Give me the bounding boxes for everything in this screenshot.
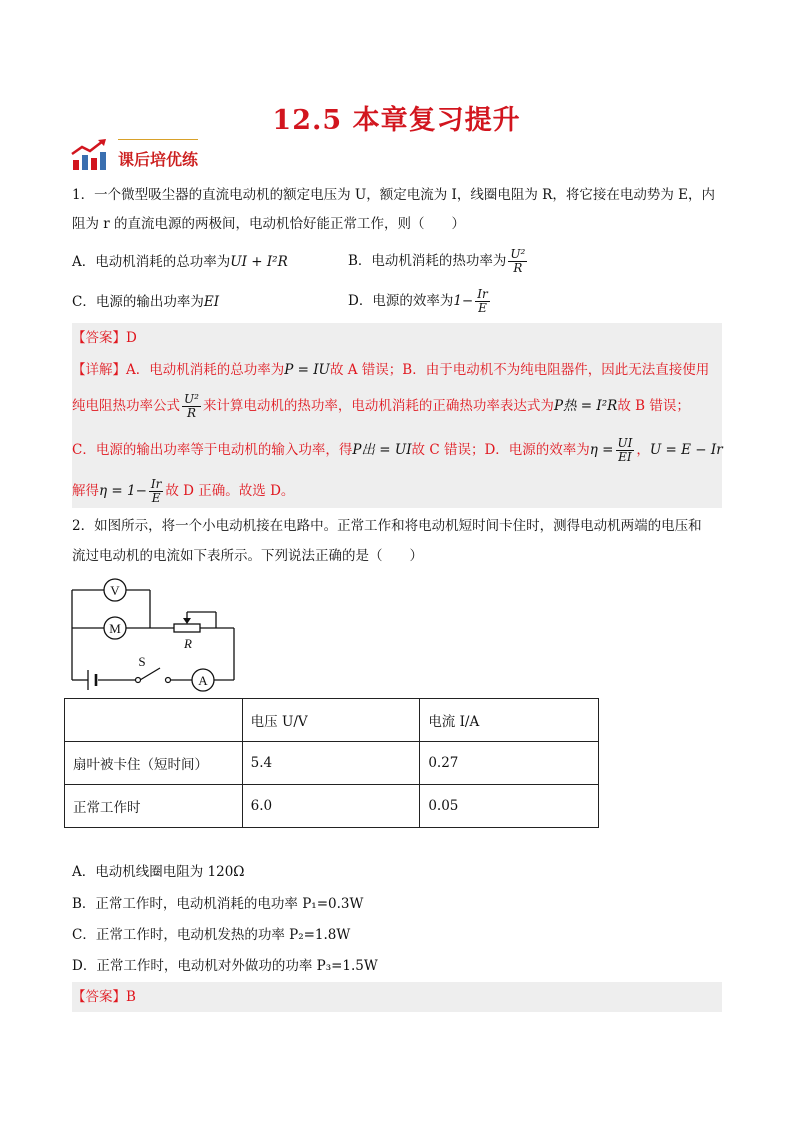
fraction-denominator: E — [151, 491, 161, 505]
detail-text: 【详解】A．电动机消耗的总功率为 — [72, 362, 285, 378]
circuit-diagram — [66, 578, 246, 694]
rheostat-symbol — [174, 624, 200, 632]
table-header-cell — [65, 699, 243, 742]
detail-text: 纯电阻热功率公式 — [72, 398, 180, 414]
detail-fraction — [149, 478, 163, 505]
q1-option-b — [348, 243, 529, 279]
switch-label: S — [138, 654, 146, 669]
detail-text: ， — [636, 442, 650, 458]
table-cell: 扇叶被卡住（短时间） — [65, 742, 243, 785]
detail-formula: P出 = UI — [352, 442, 412, 458]
q1-detail-line3 — [72, 432, 723, 468]
q1-stem-line2: 阻为 r 的直流电源的两极间，电动机恰好能正常工作，则（ ） — [72, 216, 466, 232]
rheostat-label: R — [184, 636, 192, 651]
q2-answer-panel — [72, 982, 722, 1012]
q1-detail-line2 — [72, 388, 690, 424]
detail-text: 故 D 正确。故选 D。 — [165, 483, 295, 499]
q1-stem-line1: 1．一个微型吸尘器的直流电动机的额定电压为 U，额定电流为 I，线圈电阻为 R，将它接在电动势为 E，内 — [72, 187, 715, 203]
q2-answer: 【答案】B — [72, 989, 136, 1005]
q2-stem-line1: 2．如图所示，将一个小电动机接在电路中。正常工作和将电动机短时间卡住时，测得电动机两端的电压和 — [72, 518, 702, 534]
table-header-cell: 电流 I/A — [420, 699, 599, 742]
detail-fraction — [182, 393, 201, 420]
q2-stem-line2: 流过电动机的电流如下表所示。下列说法正确的是（ ） — [72, 548, 423, 564]
q1-answer: 【答案】D — [72, 330, 137, 346]
fraction-denominator: R — [186, 406, 196, 420]
detail-formula: P热 = I²R — [553, 398, 618, 414]
measurement-table — [64, 698, 599, 828]
motor-label: M — [109, 621, 121, 636]
q1-detail-line4 — [72, 473, 294, 509]
detail-formula: P = IU — [284, 362, 330, 378]
detail-text: 解得 — [72, 483, 99, 499]
table-cell: 0.05 — [420, 785, 599, 828]
detail-formula: U = E − Ir — [649, 442, 723, 458]
section-label: 课后培优练 — [118, 150, 199, 169]
table-row — [65, 742, 599, 785]
fraction-denominator: E — [478, 301, 487, 315]
detail-text: 故 B 错误； — [617, 398, 690, 414]
slider-arrow-icon — [183, 618, 191, 624]
detail-text: 故 C 错误；D．电源的效率为 — [411, 442, 590, 458]
q1-option-b-fraction — [508, 248, 527, 275]
q1-option-b-text: B．电动机消耗的热功率为 — [348, 253, 507, 269]
q1-option-d — [348, 283, 492, 319]
fraction-denominator: EI — [618, 450, 632, 464]
q1-option-c-text: C．电源的输出功率为 — [72, 294, 204, 310]
fraction-numerator: UI — [617, 436, 633, 450]
q1-option-c — [72, 292, 219, 312]
fraction-numerator: U² — [184, 392, 199, 406]
fraction-numerator: U² — [510, 247, 526, 261]
page-title: 12.5 本章复习提升 — [272, 105, 521, 136]
detail-formula: η = — [589, 442, 614, 458]
detail-text: 来计算电动机的热功率，电动机消耗的正确热功率表达式为 — [202, 398, 554, 414]
ammeter-label: A — [198, 673, 208, 688]
q1-option-d-prefix: 1− — [453, 293, 474, 309]
q2-option-d: D．正常工作时，电动机对外做功的功率 P₃=1.5W — [72, 958, 378, 974]
table-row — [65, 785, 599, 828]
table-cell: 正常工作时 — [65, 785, 243, 828]
table-header-cell: 电压 U/V — [242, 699, 420, 742]
section-divider — [118, 139, 198, 140]
q1-option-c-formula: EI — [203, 294, 220, 310]
detail-formula: η = 1− — [99, 483, 147, 499]
table-cell: 6.0 — [242, 785, 420, 828]
q1-option-d-fraction — [475, 288, 489, 315]
detail-fraction — [616, 437, 635, 464]
q2-option-a: A．电动机线圈电阻为 120Ω — [72, 864, 245, 880]
q1-detail-line1 — [72, 360, 709, 380]
q2-option-b: B．正常工作时，电动机消耗的电功率 P₁=0.3W — [72, 896, 364, 912]
q1-option-a-text: A．电动机消耗的总功率为 — [72, 254, 231, 270]
q2-option-c: C．正常工作时，电动机发热的功率 P₂=1.8W — [72, 927, 351, 943]
q1-option-a — [72, 252, 288, 272]
detail-text: C．电源的输出功率等于电动机的输入功率，得 — [72, 442, 353, 458]
table-cell: 5.4 — [242, 742, 420, 785]
detail-text: 故 A 错误；B．由于电动机不为纯电阻器件，因此无法直接使用 — [329, 362, 710, 378]
fraction-numerator: Ir — [477, 287, 488, 301]
bar-chart-logo-icon — [70, 138, 108, 172]
q1-option-a-formula: UI + I²R — [230, 254, 288, 270]
table-cell: 0.27 — [420, 742, 599, 785]
voltmeter-label: V — [110, 583, 120, 598]
fraction-denominator: R — [513, 261, 523, 275]
table-header-row — [65, 699, 599, 742]
q1-option-d-text: D．电源的效率为 — [348, 293, 454, 309]
fraction-numerator: Ir — [150, 477, 162, 491]
